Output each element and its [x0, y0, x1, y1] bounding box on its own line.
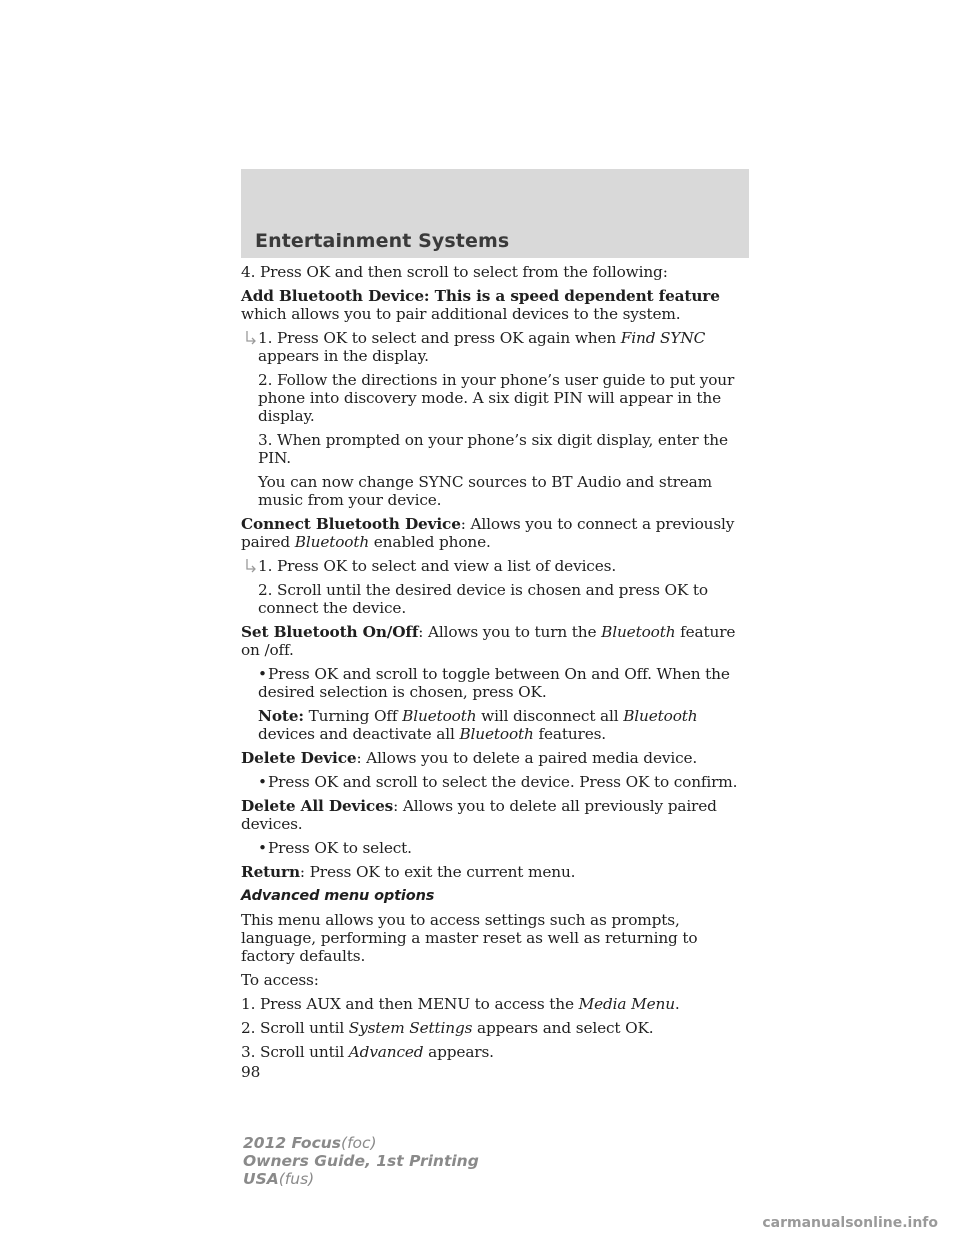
set-bluetooth-bullet: •Press OK and scroll to toggle between On and Off. When the desired selection is chosen, press OK. [258, 665, 730, 701]
connect-device-entry: Connect Bluetooth Device: Allows you to connect a previously paired Bluetooth enabled phone. [241, 515, 735, 551]
add-device-step-3: 3. When prompted on your phone’s six digit display, enter the PIN. [258, 431, 728, 467]
delete-device-bullet: •Press OK and scroll to select the device. Press OK to confirm. [258, 773, 738, 791]
delete-device-entry: Delete Device: Allows you to delete a paired media device. [241, 749, 698, 767]
delete-all-bullet: •Press OK to select. [258, 839, 412, 857]
set-bluetooth-entry: Set Bluetooth On/Off: Allows you to turn the Bluetooth feature on /off. [241, 623, 736, 659]
connect-device-step-1: 1. Press OK to select and view a list of devices. [258, 557, 617, 575]
add-device-step-1: 1. Press OK to select and press OK again when Find SYNC appears in the display. [258, 329, 706, 365]
page-content [241, 263, 753, 1087]
advanced-desc: This menu allows you to access settings such as prompts, language, performing a master reset as well as returning to factory defaults. [241, 911, 698, 965]
print-footer [243, 1134, 479, 1188]
add-device-steps [241, 329, 753, 509]
add-device-step-4: You can now change SYNC sources to BT Audio and stream music from your device. [258, 473, 712, 509]
intro-text: 4. Press OK and then scroll to select from the following: [241, 263, 668, 281]
footer-line-3: USA(fus) [243, 1170, 315, 1188]
add-device-desc: which allows you to pair additional devices to the system. [241, 305, 681, 323]
arrow-icon [244, 330, 257, 346]
section-header [241, 169, 749, 258]
advanced-to-access: To access: [241, 971, 319, 989]
page-number: 98 [241, 1063, 261, 1081]
add-device-term: Add Bluetooth Device: This is a speed dependent feature [241, 287, 720, 305]
advanced-step-2: 2. Scroll until System Settings appears and select OK. [241, 1019, 654, 1037]
advanced-heading: Advanced menu options [241, 888, 435, 904]
advanced-step-3: 3. Scroll until Advanced appears. [241, 1043, 494, 1061]
connect-device-steps [241, 557, 753, 617]
arrow-icon [244, 558, 257, 574]
footer-line-1: 2012 Focus(foc) [243, 1134, 377, 1152]
return-entry: Return: Press OK to exit the current menu. [241, 863, 576, 881]
connect-device-step-2: 2. Scroll until the desired device is chosen and press OK to connect the device. [258, 581, 708, 617]
add-device-step-2: 2. Follow the directions in your phone’s user guide to put your phone into discovery mode. A six digit PIN will appear in the display. [258, 371, 735, 425]
add-device-entry [241, 287, 753, 323]
watermark: carmanualsonline.info [762, 1215, 938, 1231]
set-bluetooth-details [241, 665, 753, 743]
section-title: Entertainment Systems [255, 230, 510, 252]
advanced-step-1: 1. Press AUX and then MENU to access the Media Menu. [241, 995, 680, 1013]
delete-all-entry: Delete All Devices: Allows you to delete all previously paired devices. [241, 797, 717, 833]
footer-line-2: Owners Guide, 1st Printing [243, 1152, 479, 1170]
set-bluetooth-note: Note: Turning Off Bluetooth will disconnect all Bluetooth devices and deactivate all Bluetooth features. [258, 707, 698, 743]
